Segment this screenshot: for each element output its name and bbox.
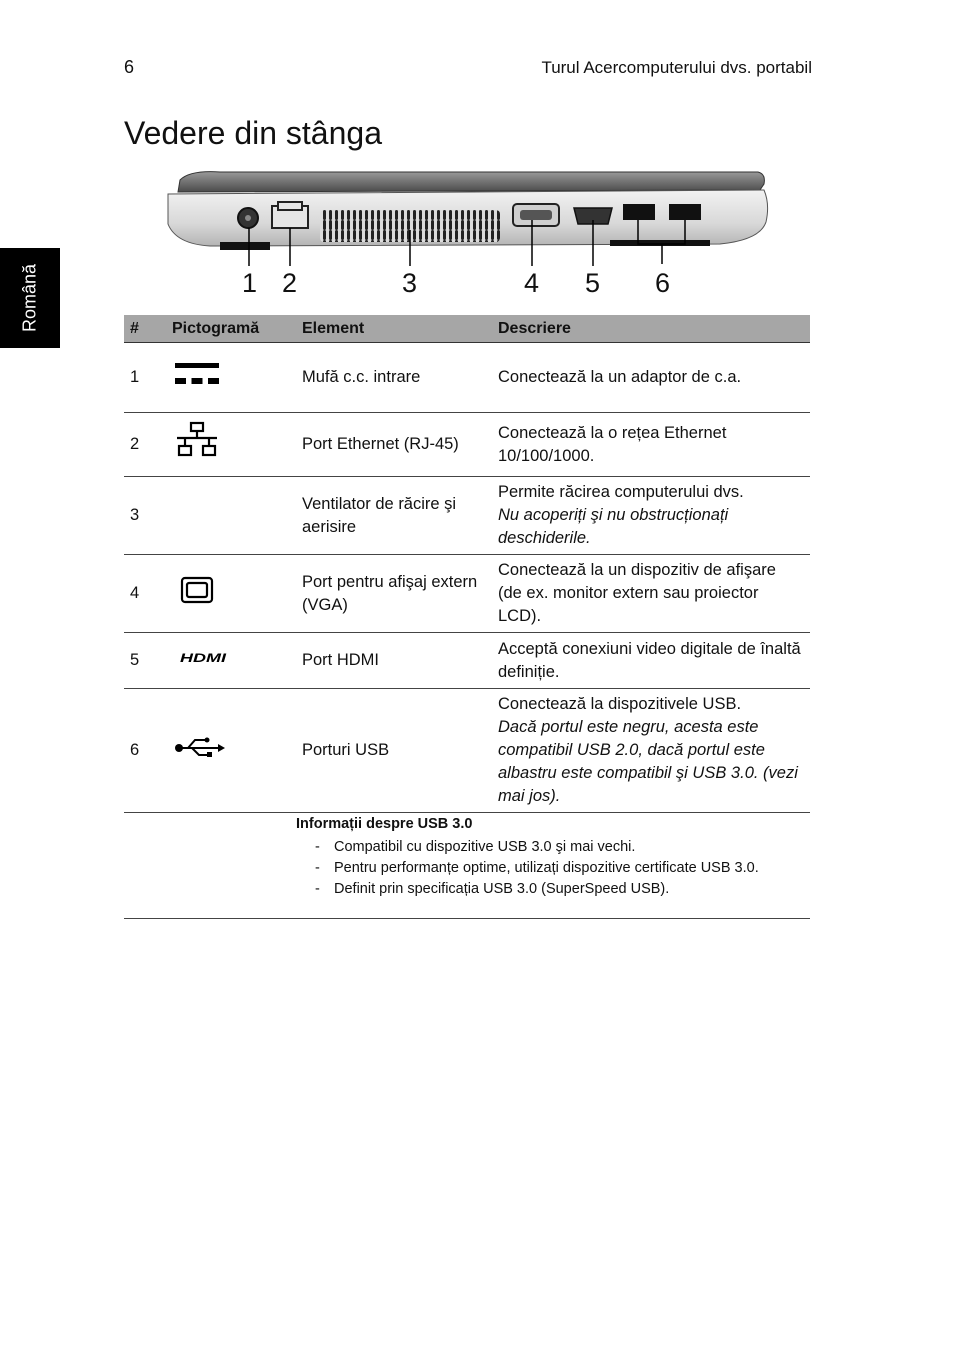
row-number: 1 <box>124 343 166 413</box>
page-number: 6 <box>124 57 135 77</box>
callout-6: 6 <box>655 268 671 298</box>
element-description: Acceptă conexiuni video digitale de înaltă definiție. <box>492 633 810 689</box>
column-header-icon: Pictogramă <box>166 315 296 343</box>
usb-icon <box>172 733 226 761</box>
table-row <box>124 413 810 477</box>
element-description: Permite răcirea computerului dvs. Nu acoperiți şi nu obstrucționați deschiderile. <box>492 477 810 555</box>
language-tab <box>0 248 60 348</box>
element-name: Mufă c.c. intrare <box>296 343 492 413</box>
table-row <box>124 689 810 813</box>
table-row <box>124 343 810 413</box>
element-name: Ventilator de răcire şi aerisire <box>296 477 492 555</box>
page-title: Vedere din stânga <box>124 115 382 151</box>
callout-5: 5 <box>585 268 601 298</box>
element-name: Port Ethernet (RJ-45) <box>296 413 492 477</box>
row-number: 2 <box>124 413 166 477</box>
element-name: Porturi USB <box>296 689 492 813</box>
dc-in-icon <box>172 359 222 389</box>
hdmi-icon <box>172 647 232 667</box>
element-description: Conectează la dispozitivele USB. Dacă portul este negru, acesta este compatibil USB 2.0, dacă portul este albastru este compatibil şi USB 3.0. (vezi mai jos). <box>492 689 810 813</box>
callout-2: 2 <box>282 268 298 298</box>
column-header-number: # <box>124 315 166 343</box>
usb-info-heading: Informații despre USB 3.0 <box>296 816 473 832</box>
table-header-row <box>124 315 810 343</box>
running-header: Turul Acercomputerului dvs. portabil <box>541 58 812 77</box>
callout-3: 3 <box>402 268 418 298</box>
callout-4: 4 <box>524 268 540 298</box>
usb-info-note <box>296 813 810 919</box>
table-row <box>124 633 810 689</box>
element-description-note: Dacă portul este negru, acesta este compatibil USB 2.0, dacă portul este albastru este compatibil şi USB 3.0. (vezi mai jos). <box>498 718 798 805</box>
ethernet-icon <box>172 421 222 461</box>
language-tab-label: Română <box>19 263 40 333</box>
usb-info-row <box>124 813 810 919</box>
usb-info-item: - Definit prin specificația USB 3.0 (SuperSpeed USB). <box>296 880 810 898</box>
column-header-element: Element <box>296 315 492 343</box>
usb-info-item: - Compatibil cu dispozitive USB 3.0 şi mai vechi. <box>296 838 810 856</box>
table-row <box>124 555 810 633</box>
ports-table <box>124 315 810 919</box>
element-name: Port HDMI <box>296 633 492 689</box>
row-number: 4 <box>124 555 166 633</box>
row-number: 6 <box>124 689 166 813</box>
usb-info-item: - Pentru performanțe optime, utilizați dispozitive certificate USB 3.0. <box>296 859 764 877</box>
element-description-note: Nu acoperiți şi nu obstrucționați deschiderile. <box>498 506 729 547</box>
svg-text:HDMI: HDMI <box>180 651 227 665</box>
element-description: Conectează la o rețea Ethernet 10/100/1000. <box>492 413 810 477</box>
column-header-description: Descriere <box>492 315 810 343</box>
element-description: Conectează la un dispozitiv de afişare (de ex. monitor extern sau proiector LCD). <box>492 555 810 633</box>
callout-1: 1 <box>242 268 258 298</box>
table-row <box>124 477 810 555</box>
element-name: Port pentru afişaj extern (VGA) <box>296 555 492 633</box>
row-number: 3 <box>124 477 166 555</box>
vga-icon <box>172 575 222 605</box>
element-description: Conectează la un adaptor de c.a. <box>492 343 810 413</box>
row-number: 5 <box>124 633 166 689</box>
